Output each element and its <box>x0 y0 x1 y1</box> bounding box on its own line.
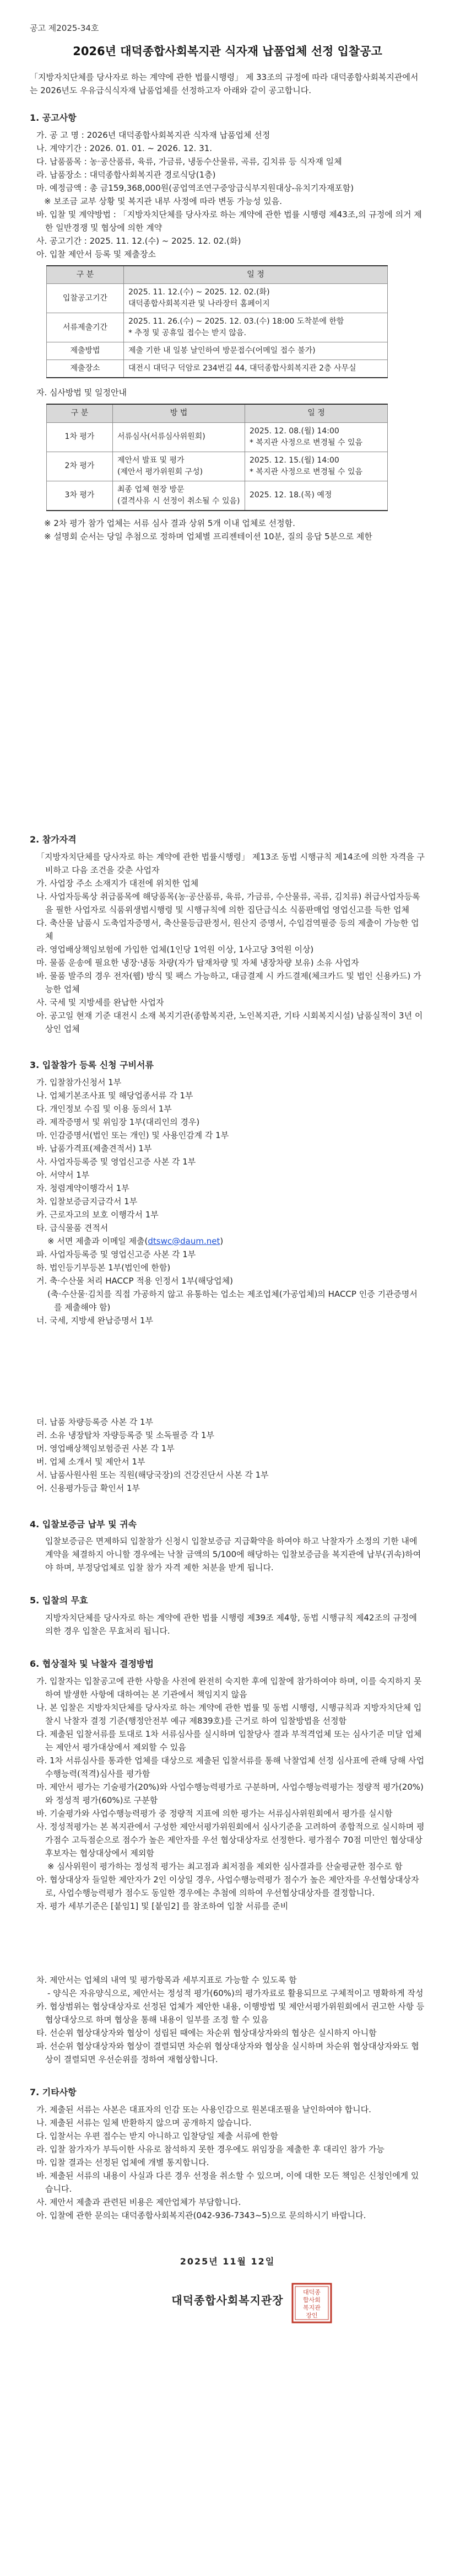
list-item: 다. 납품품목 : 농·공산품류, 육류, 가금류, 냉동수산물류, 곡류, 김치류 등 식자재 일체 <box>36 156 342 167</box>
announcement-date: 2025년 11월 12일 <box>180 2256 275 2267</box>
section-title: 5. 입찰의 무효 <box>30 1595 88 1606</box>
list-item: 너. 국세, 지방세 완납증명서 1부 <box>36 1315 154 1325</box>
svg-text:복지관: 복지관 <box>303 2304 321 2311</box>
table-cell: 입찰공고기간 <box>47 284 124 313</box>
evaluation-table <box>46 404 388 511</box>
section-title: 3. 입찰참가 등록 신청 구비서류 <box>30 1059 154 1070</box>
table-cell: 2025. 12. 18.(목) 예정 <box>245 481 388 511</box>
list-item: 바. 물품 발주의 경우 전자(웹) 방식 및 팩스 가능하고, 대금결제 시 카드결제(체크카드 및 법인 신용카드) 가능한 업체 <box>36 970 421 994</box>
list-item: 사. 국세 및 지방세를 완납한 사업자 <box>36 997 164 1007</box>
note: - 양식은 자유양식으로, 제안서는 정성적 평가(60%)의 평가자료로 활용되므로 구체적이고 명확하게 작성 <box>47 1988 424 1998</box>
list-item: 어. 신용평가등급 확인서 1부 <box>36 1483 140 1493</box>
list-item: 더. 납품 차량등록증 사본 각 1부 <box>36 1416 154 1427</box>
note <box>30 1235 425 1248</box>
list-item: 다. 축산물 납품시 도축업자증명서, 축산물등급판정서, 원산지 증명서, 수입검역필증 등의 제출이 가능한 업체 <box>36 917 419 941</box>
list-item: 아. 협상대상자 들일한 제안자가 2인 이상일 경우, 사업수행능력평가 점수가 높은 제안자를 우선협상대상자로, 사업수행능력평가 점수도 동일한 경우에는 추첨에 의하여 우선협상대상자를 결정합니다. <box>36 1874 419 1898</box>
section-bid-deposit <box>30 1518 425 1575</box>
section-title: 2. 참가자격 <box>30 834 77 845</box>
list-item: 머. 영업배상책임보험증권 사본 각 1부 <box>36 1443 175 1453</box>
list-item: 바. 입찰 및 계약방법 : 「지방자치단체를 당사자로 하는 계약에 관한 법률 시행령 제43조,의 규정에 의거 제한 일반경쟁 및 협상에 의한 계약 <box>36 209 422 233</box>
list-item: 타. 급식물품 견적서 <box>36 1222 109 1233</box>
table-header: 구 분 <box>47 404 113 422</box>
list-item: 「지방자치단체를 당사자로 하는 계약에 관한 법률시행령」 제13조 동법 시행규칙 제14조에 의한 자격을 구비하고 다음 조건을 갖춘 사업자 <box>36 851 425 875</box>
list-item: 파. 선순위 협상대상자와 협상이 결렬되면 차순위 협상대상자와 협상을 실시하며 차순위 협상대상자와도 협상이 결렬되면 우선순위를 정하여 재협상합니다. <box>36 2041 419 2064</box>
cell-text: 제안서 발표 및 평가 (제안서 평가위원회 구성) <box>117 455 203 476</box>
email-link[interactable]: dtswc@daum.net <box>148 1236 220 1246</box>
note: ※ 설명회 순서는 당일 추첨으로 정하며 업체별 프리젠테이션 10분, 질의 응답 5분으로 제한 <box>44 531 372 541</box>
list-item: 마. 예정금액 : 총 금159,368,000원(공업역조연구중앙급식부지원대상-유치기자재포함) <box>36 183 354 193</box>
list-item: 아. 공고일 현재 기준 대전시 소재 복지기관(종합복지관, 노인복지관, 기타 시회복지시설) 납품실적이 3년 이상인 업체 <box>36 1010 423 1034</box>
table-cell <box>124 284 388 313</box>
list-item: 라. 1차 서류심사를 통과한 업체를 대상으로 제출된 입찰서류를 통해 낙찰업체 선정 심사표에 관해 당해 사업수행능력(적격)심사를 평가함 <box>36 1755 425 1779</box>
list-item: 파. 사업자등록증 및 영업신고증 사본 각 1부 <box>36 1249 196 1259</box>
list-item: 사. 공고기간 : 2025. 11. 12.(수) ~ 2025. 12. 02.(화) <box>36 235 241 246</box>
list-item: 사. 제안서 제출과 관련된 비용은 제안업체가 부담합니다. <box>36 2197 241 2207</box>
table-cell: 제출장소 <box>47 360 124 378</box>
list-item: 자. 심사방법 및 일정안내 <box>36 388 127 398</box>
section-required-documents <box>30 1059 425 1495</box>
table-cell: 서류제출기간 <box>47 313 124 342</box>
note: ※ 보조금 교부 상황 및 복지관 내부 사정에 따라 변동 가능성 있음. <box>44 196 283 206</box>
list-item: 라. 제작증명서 및 위임장 1부(대리인의 경우) <box>36 1117 200 1127</box>
section-title: 1. 공고사항 <box>30 112 77 123</box>
table-cell: 2차 평가 <box>47 452 113 481</box>
list-item: 가. 공 고 명 : 2026년 대덕종합사회복지관 식자재 납품업체 선정 <box>36 130 270 140</box>
official-seal-icon <box>291 2282 333 2324</box>
list-item: 가. 사업장 주소 소재지가 대전에 위치한 업체 <box>36 878 199 888</box>
section-eligibility <box>30 833 425 1035</box>
table-cell <box>245 452 388 481</box>
table-row <box>47 422 388 452</box>
table-row <box>47 284 388 313</box>
signature-block <box>30 2285 425 2319</box>
note: ※ 심사위원이 평가하는 정성적 평가는 최고점과 최저점을 제외한 심사결과를 산술평균한 점수로 함 <box>47 1861 403 1871</box>
list-item: 다. 개인정보 수집 및 이용 동의서 1부 <box>36 1103 172 1114</box>
table-cell: 제출방법 <box>47 342 124 360</box>
list-item: 차. 입찰보증금지급각서 1부 <box>36 1196 138 1206</box>
list-item: 나. 본 입찰은 지방자치단체를 당사자로 하는 계약에 관한 법률 및 동법 시행령, 시행규칙과 지방자치단체 입찰시 낙찰자 결정 기준(행정안전부 예규 제839호)를 근거로 하여 입찰방법을 선정함 <box>36 1702 422 1726</box>
list-item: 자. 평가 세부기준은 [붙임1] 및 [붙임2] 를 참조하여 입찰 서류를 준비 <box>36 1901 289 1911</box>
list-item: 나. 계약기간 : 2026. 01. 01. ~ 2026. 12. 31. <box>36 143 213 153</box>
svg-text:합사회: 합사회 <box>303 2296 321 2304</box>
list-item: 가. 입찰참가신청서 1부 <box>36 1077 122 1087</box>
schedule-table <box>46 265 388 379</box>
svg-text:장인: 장인 <box>306 2311 318 2319</box>
svg-text:대덕종: 대덕종 <box>303 2288 321 2296</box>
list-item: 나. 제출된 서류는 일체 반환하지 않으며 공개하지 않습니다. <box>36 2117 252 2128</box>
list-item: 아. 입찰 제안서 등록 및 제출장소 <box>36 249 156 259</box>
list-item: 라. 납품장소 : 대덕종합사회복지관 경로식당(1층) <box>36 169 216 180</box>
list-item: 마. 물품 운송에 필요한 냉장·냉동 차량(자가 탑재차량 및 자체 냉장차량 보유) 소유 사업자 <box>36 957 359 968</box>
list-item: 나. 업체기본조사표 및 해당업종서류 각 1부 <box>36 1090 193 1101</box>
list-item: 거. 축·수산물 처리 HACCP 적용 인정서 1부(해당업체) <box>36 1275 233 1286</box>
section-body: 지방자치단체를 당사자로 하는 계약에 관한 법률 시행령 제39조 제4항, 동법 시행규칙 제42조의 규정에 의한 경우 입찰은 무효처리 됩니다. <box>45 1613 417 1636</box>
list-item: 타. 선순위 협상대상자와 협상이 성립된 때에는 차순위 협상대상자와의 협상은 실시하지 아니함 <box>36 2027 377 2038</box>
cell-text: 2025. 12. 08.(월) 14:00 * 복지관 사정으로 변경될 수 있음 <box>250 426 363 447</box>
table-header: 구 분 <box>47 266 124 284</box>
list-item: 아. 입찰에 관한 문의는 대덕종합사회복지관(042-936-7343~5)으로 문의하시기 바랍니다. <box>36 2210 366 2220</box>
list-item: 하. 법인등기부등본 1부(법인에 한함) <box>36 1262 171 1273</box>
list-item: 나. 사업자등록상 취급품목에 해당품목(농·공산품류, 육류, 가금류, 수산물류, 곡류, 김치류) 취급사업자등록을 필한 사업자로 식품위생법시행령 및 시행규칙에 의한 집단급식소 식품판매업 영업신고를 득한 업체 <box>36 891 420 915</box>
email-note-prefix: ※ 서면 제출과 이메일 제출( <box>47 1236 148 1246</box>
list-item: 마. 제안서 평가는 기술평가(20%)와 사업수행능력평가로 구분하며, 사업수행능력평가는 정량적 평가(20%)와 정성적 평가(60%)로 구분함 <box>36 1781 424 1805</box>
list-item: 아. 서약서 1부 <box>36 1169 90 1180</box>
table-header: 일 정 <box>124 266 388 284</box>
list-item: 자. 청렴계약이행각서 1부 <box>36 1183 129 1193</box>
table-cell <box>113 452 245 481</box>
list-item: 다. 제출된 입찰서류를 토대로 1차 서류심사를 실시하며 입찰당사 결과 부적격업체 또는 심사기준 미달 업체는 제안서 평가대상에서 제외할 수 있음 <box>36 1729 422 1752</box>
cell-text: 최종 업체 현장 방문 (결격사유 시 선정이 취소될 수 있음) <box>117 485 240 506</box>
list-item: 바. 납품가격표(제출견적서) 1부 <box>36 1143 152 1153</box>
table-row <box>47 360 388 378</box>
table-row <box>47 313 388 342</box>
section-title: 6. 협상절차 및 낙찰자 결정방법 <box>30 1659 154 1670</box>
section-body: 입찰보증금은 면제하되 입찰참가 신청시 입찰보증금 지급확약을 하여야 하고 낙찰자가 소정의 기한 내에 계약을 체결하지 아니할 경우에는 낙찰 금액의 5/100에 해당하는 입찰보증금을 복지관에 납부(귀속)하여야 하며, 부정당업체로 입찰 참가 자격 제한 처분을 받게 됩니다. <box>45 1536 421 1573</box>
list-item: 카. 협상범위는 협상대상자로 선정된 업체가 제안한 내용, 이행방법 및 제안서평가위원회에서 권고한 사항 등 협상대상으로 하며 협상을 통해 내용이 일부를 조정 할 수 있음 <box>36 2001 425 2025</box>
table-cell <box>124 313 388 342</box>
table-cell: 제출 기한 내 일봉 날인하여 방문접수(어메일 접수 불가) <box>124 342 388 360</box>
list-item: 라. 영업배상책임보험에 가입한 업체(1인당 1억원 이상, 1사고당 3억원 이상) <box>36 944 314 954</box>
table-cell: 대전시 대덕구 덕암로 234번길 44, 대덕종합사회복지관 2층 사무실 <box>124 360 388 378</box>
cell-text: 2025. 11. 12.(수) ~ 2025. 12. 02.(화) 대덕종합사회복지관 및 나라장터 홈페이지 <box>128 288 270 309</box>
section-title: 7. 기타사항 <box>30 2086 77 2097</box>
email-note-suffix: ) <box>220 1236 224 1246</box>
list-item: 마. 인감증명서(법인 또는 개인) 및 사용인감계 각 1부 <box>36 1130 229 1140</box>
table-header: 방 법 <box>113 404 245 422</box>
section-negotiation-procedure <box>30 1657 425 2066</box>
section-announcement <box>30 111 425 543</box>
list-item: 카. 근로자고의 보호 이행각서 1부 <box>36 1209 159 1220</box>
list-item: 라. 입찰 참가자가 부득이한 사유로 참석하지 못한 경우에도 위임장을 제출한 후 대리인 참가 가능 <box>36 2144 384 2154</box>
section-misc <box>30 2086 425 2222</box>
organization-name: 대덕종합사회복지관장 <box>171 2293 284 2307</box>
list-item: 다. 입찰서는 우편 접수는 받지 아니하고 입찰당일 제출 서류에 한함 <box>36 2130 278 2141</box>
note: (축·수산물·김치를 직접 가공하지 않고 유통하는 업소는 제조업체(가공업체)의 HACCP 인증 기관증명서를 제출해야 함) <box>47 1289 418 1312</box>
notice-number: 공고 제2025-34호 <box>30 23 99 33</box>
table-row <box>47 481 388 511</box>
table-header: 일 정 <box>245 404 388 422</box>
cell-text: 2025. 11. 26.(수) ~ 2025. 12. 03.(수) 18:00 도착분에 한함 * 추정 및 공휴일 접수는 받지 않음. <box>128 317 344 338</box>
table-row <box>47 452 388 481</box>
table-cell <box>245 422 388 452</box>
list-item: 사. 정성적평가는 본 복지관에서 구성한 제안서평가위원회에서 심사기준을 고려하여 종합적으로 실시하며 평가점수 고득점순으로 점수가 높은 제안자를 우선 협상대상자로 선정한다. 평가점수 70점 미만인 협상대상후보자는 협상대상에서 제외함 <box>36 1821 425 1858</box>
list-item: 차. 제안서는 업체의 내역 및 평가항목과 세부지표로 가능할 수 있도록 함 <box>36 1974 297 1985</box>
table-cell: 서류심사(서류심사위원회) <box>113 422 245 452</box>
list-item: 마. 입찰 결과는 선정된 업체에 개별 통지합니다. <box>36 2157 209 2167</box>
list-item: 바. 기술평가와 사업수행능력평가 중 정량적 지표에 의한 평가는 서류심사위원회에서 평가를 실시함 <box>36 1808 393 1818</box>
table-cell: 1차 평가 <box>47 422 113 452</box>
list-item: 가. 입찰자는 입찰공고에 관한 사항을 사전에 완전히 숙지한 후에 입찰에 참가하여야 하며, 이를 숙지하지 못하여 발생한 사항에 대하여는 본 기관에서 책임지지 않음 <box>36 1676 422 1699</box>
section-title: 4. 입찰보증금 납부 및 귀속 <box>30 1518 137 1530</box>
cell-text: 2025. 12. 15.(월) 14:00 * 복지관 사정으로 변경될 수 있음 <box>250 455 363 476</box>
list-item: 바. 제출된 서류의 내용이 사실과 다른 경우 선정을 취소할 수 있으며, 이에 대한 모든 책임은 신청인에게 있습니다. <box>36 2170 419 2194</box>
list-item: 러. 소유 냉장탑차 자량등록증 및 소독필증 각 1부 <box>36 1430 214 1440</box>
list-item: 가. 제출된 서류는 사본은 대표자의 인감 또는 사용인감으로 원본대조필을 날인하여야 합니다. <box>36 2104 371 2115</box>
table-cell: 3차 평가 <box>47 481 113 511</box>
section-bid-invalid <box>30 1594 425 1638</box>
list-item: 서. 납품사원사원 또는 직원(해당국장)의 건강진단서 사본 각 1부 <box>36 1469 269 1480</box>
list-item: 버. 업체 소개서 및 제안서 1부 <box>36 1456 145 1467</box>
list-item: 사. 사업자등록증 및 영업신고증 사본 각 1부 <box>36 1156 196 1167</box>
intro-paragraph: 「지방자치단체를 당사자로 하는 계약에 관한 법률시행령」 제 33조의 규정에 따라 대덕종합사회복지관에서는 2026년도 우유급식식자재 납품업체를 선정하고자 아래와 같이 공고합니다. <box>30 72 419 95</box>
note: ※ 2차 평가 참가 업체는 서류 심사 결과 상위 5개 이내 업체로 선정함. <box>44 518 295 528</box>
table-cell <box>113 481 245 511</box>
document-title: 2026년 대덕종합사회복지관 식자재 납품업체 선정 입찰공고 <box>73 45 382 58</box>
table-row <box>47 342 388 360</box>
